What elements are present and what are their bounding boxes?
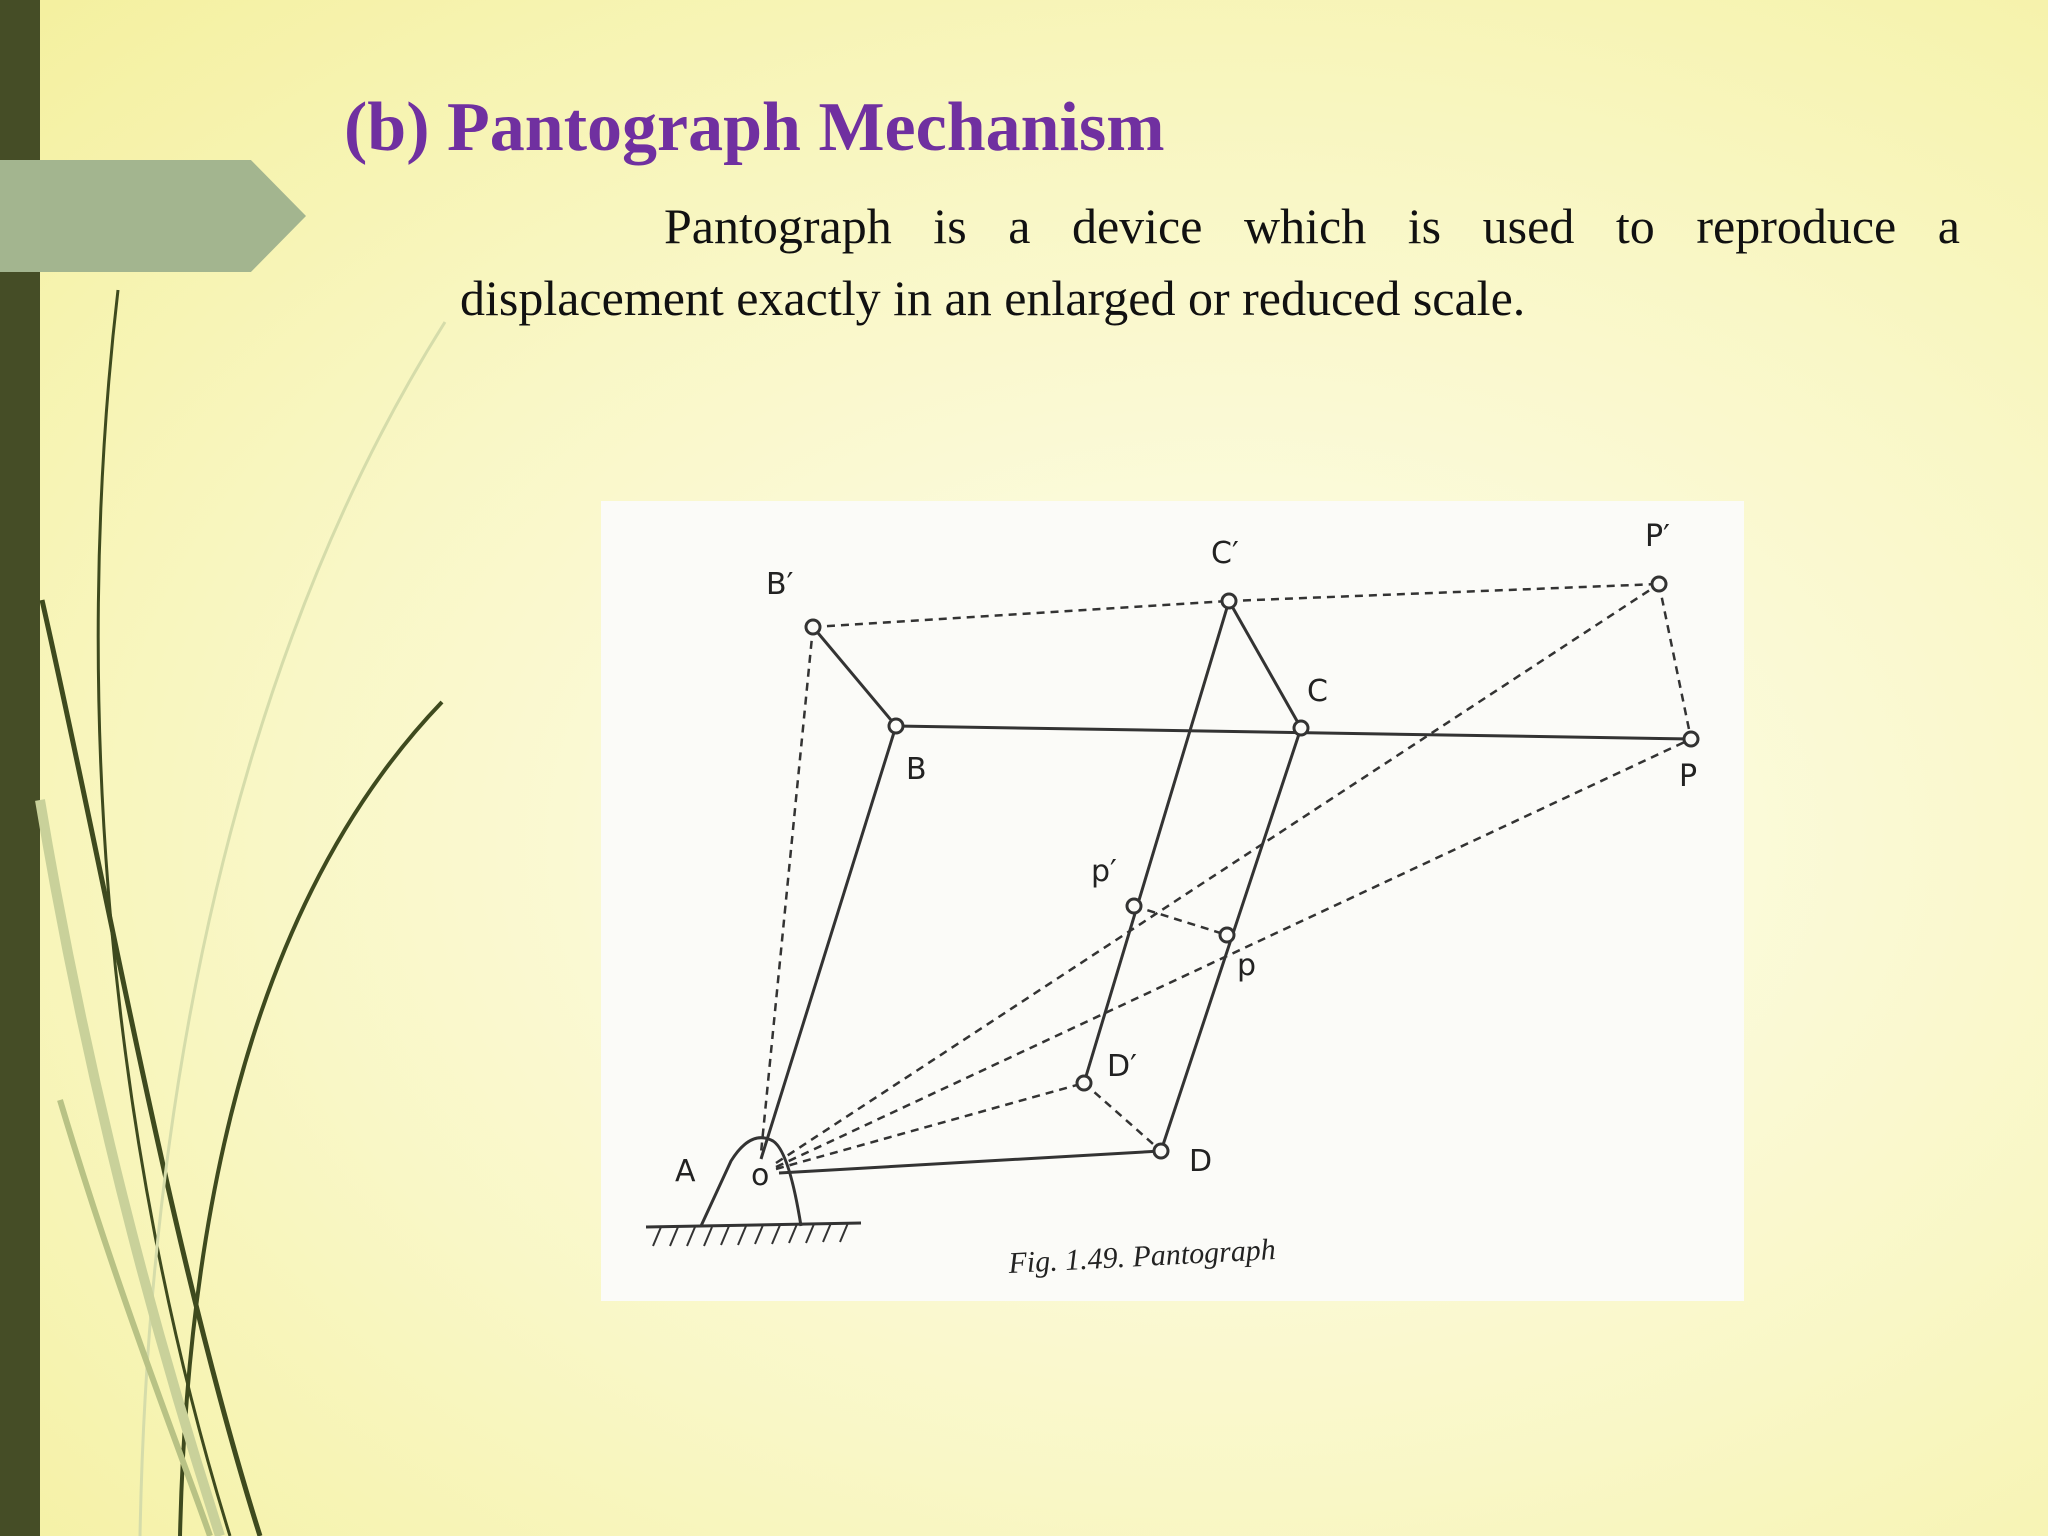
label-D: D xyxy=(1189,1144,1213,1179)
label-C-prime: C′ xyxy=(1211,536,1239,571)
label-B-prime: B′ xyxy=(766,567,794,602)
decorative-swooshes xyxy=(0,0,460,1536)
figure-caption: Fig. 1.49. Pantograph xyxy=(1007,1233,1277,1280)
label-P-prime: P′ xyxy=(1645,519,1670,554)
label-p-prime: p′ xyxy=(1091,854,1117,889)
label-P: P xyxy=(1679,759,1698,794)
solid-links xyxy=(761,601,1691,1173)
dashed-links xyxy=(761,584,1691,1169)
label-p: p xyxy=(1237,948,1257,983)
slide-title: (b) Pantograph Mechanism xyxy=(344,89,1165,166)
label-C: C xyxy=(1307,674,1328,709)
pantograph-figure xyxy=(601,501,1744,1301)
label-A: A xyxy=(675,1154,696,1189)
label-D-prime: D′ xyxy=(1107,1049,1137,1084)
pantograph-diagram xyxy=(601,501,1744,1301)
pin-joints xyxy=(806,577,1698,1158)
label-B: B xyxy=(906,752,927,787)
pivot-symbol: o xyxy=(751,1158,770,1193)
slide-body-text: Pantograph is a device which is used to reproduce a displacement exactly in an enlarged or reduced scale. xyxy=(460,198,1960,326)
